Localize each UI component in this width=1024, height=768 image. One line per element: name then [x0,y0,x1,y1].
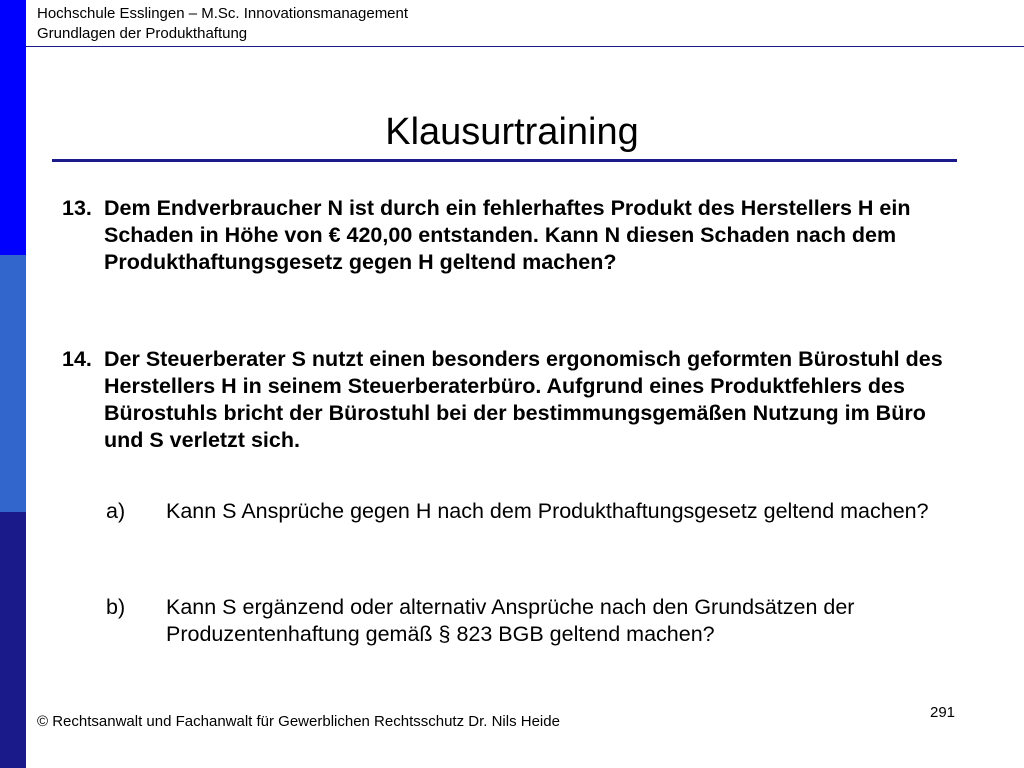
subquestion-text: Kann S Ansprüche gegen H nach dem Produkthaftungsgesetz geltend machen? [166,499,929,523]
subquestion-label: b) [106,595,126,619]
question-13 [62,195,952,276]
side-bar-bottom [0,512,26,768]
side-bar-middle [0,255,26,512]
question-number: 13. [62,196,92,220]
slide-footer: © Rechtsanwalt und Fachanwalt für Gewerblichen Rechtsschutz Dr. Nils Heide [37,713,560,730]
question-text: Dem Endverbraucher N ist durch ein fehlerhaftes Produkt des Herstellers H ein Schaden in Höhe von € 420,00 entstanden. Kann N diesen Schaden nach dem Produkthaftungsgesetz gegen H geltend machen? [104,196,911,274]
slide-header [37,4,408,44]
header-line-1: Hochschule Esslingen – M.Sc. Innovationsmanagement [37,5,409,22]
subquestion-text: Kann S ergänzend oder alternativ Ansprüche nach den Grundsätzen der Produzentenhaftung gemäß § 823 BGB geltend machen? [166,595,855,646]
subquestion-b [106,594,986,648]
page-number: 291 [930,704,956,721]
header-line-2: Grundlagen der Produkthaftung [37,25,248,42]
question-14 [62,346,952,454]
header-divider [26,46,1024,47]
question-number: 14. [62,347,92,371]
question-text: Der Steuerberater S nutzt einen besonders ergonomisch geformten Bürostuhl des Herstellers H in seinem Steuerberaterbüro. Aufgrund eines Produktfehlers des Bürostuhls bricht der Bürostuhl bei der bestimmungsgemäßen Nutzung im Büro und S verletzt sich. [104,347,943,452]
subquestion-a [106,498,986,525]
subquestion-label: a) [106,499,126,523]
slide-title: Klausurtraining [385,111,639,153]
title-underline [52,159,957,162]
